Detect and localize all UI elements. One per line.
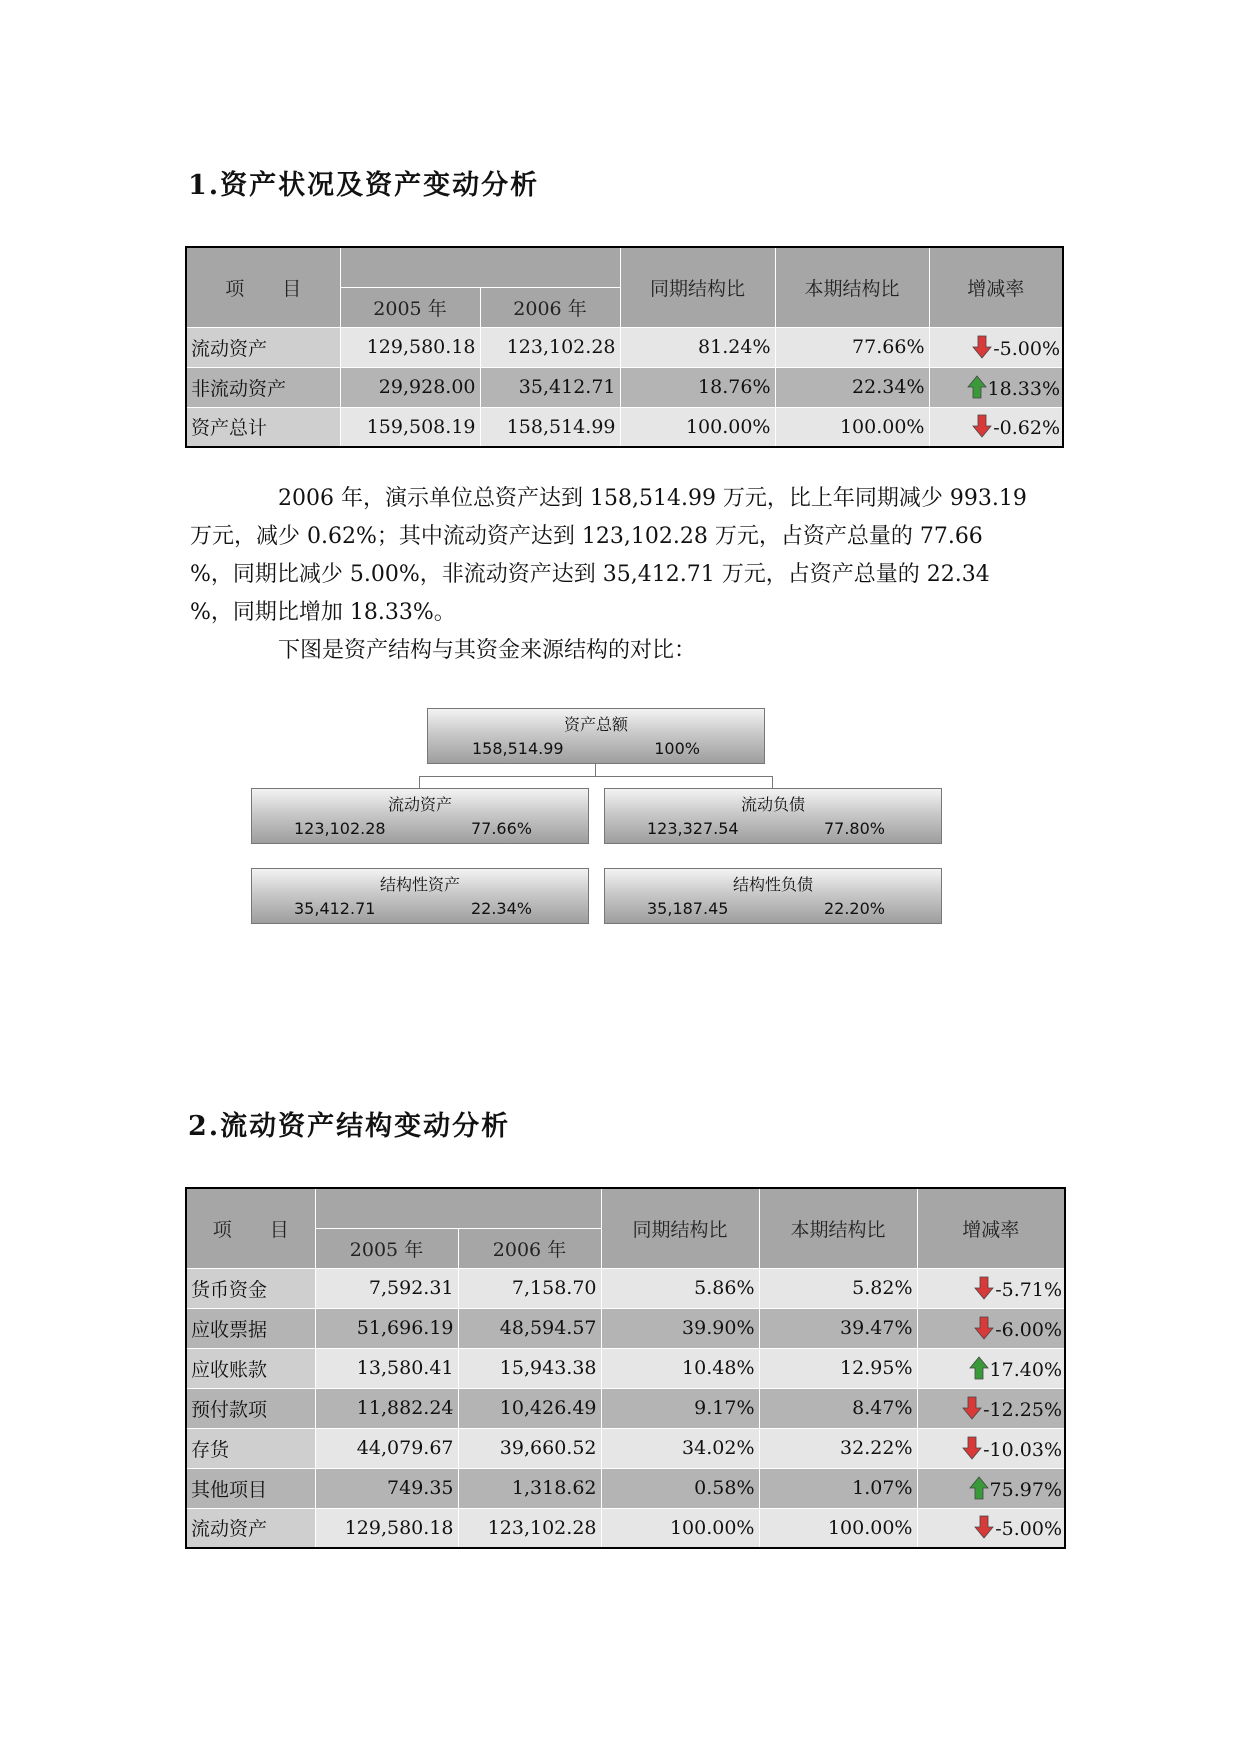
- arrow-down-icon: [962, 1436, 982, 1460]
- cell-rate: [929, 407, 1063, 447]
- cell-prev-ratio: 10.48%: [601, 1348, 759, 1388]
- rate-value: -5.00%: [995, 1518, 1062, 1541]
- rate-value: -5.00%: [993, 337, 1060, 360]
- cell-curr-ratio: 100.00%: [759, 1508, 917, 1548]
- header-2006: 2006 年: [480, 287, 620, 327]
- header-rate: 增减率: [917, 1188, 1065, 1268]
- arrow-up-icon: [967, 375, 987, 399]
- cell-rate: [929, 367, 1063, 407]
- row-label: 存货: [186, 1428, 315, 1468]
- header-item: 项 目: [186, 247, 340, 327]
- node-title: 结构性负债: [732, 875, 813, 894]
- cell-curr-ratio: 5.82%: [759, 1268, 917, 1308]
- rate-value: -10.03%: [983, 1438, 1062, 1461]
- row-label: 流动资产: [186, 327, 340, 367]
- cell-prev-ratio: 5.86%: [601, 1268, 759, 1308]
- cell-2006: 10,426.49: [458, 1388, 601, 1428]
- cell-2005: 159,508.19: [340, 407, 480, 447]
- cell-2006: 39,660.52: [458, 1428, 601, 1468]
- header-2006: 2006 年: [458, 1228, 601, 1268]
- cell-curr-ratio: 12.95%: [759, 1348, 917, 1388]
- node-percent: 100%: [654, 739, 700, 758]
- summary-line-1: 2006 年，演示单位总资产达到 158,514.99 万元，比上年同期减少 993.19: [278, 486, 1027, 511]
- cell-prev-ratio: 100.00%: [620, 407, 775, 447]
- cell-prev-ratio: 81.24%: [620, 327, 775, 367]
- node-structural-liabilities: [604, 868, 942, 924]
- rate-value: 75.97%: [989, 1478, 1062, 1501]
- cell-2006: 123,102.28: [458, 1508, 601, 1548]
- rate-value: 18.33%: [987, 377, 1060, 400]
- node-value: 123,102.28: [294, 819, 386, 838]
- cell-2006: 48,594.57: [458, 1308, 601, 1348]
- cell-2006: 15,943.38: [458, 1348, 601, 1388]
- asset-status-table: [185, 246, 1064, 448]
- cell-rate: [929, 327, 1063, 367]
- node-value: 35,187.45: [647, 899, 729, 918]
- node-title: 结构性资产: [379, 875, 460, 894]
- table-row: [186, 1428, 1065, 1468]
- cell-rate: [917, 1428, 1065, 1468]
- arrow-up-icon: [969, 1356, 989, 1380]
- arrow-down-icon: [962, 1396, 982, 1420]
- table-row: [186, 1508, 1065, 1548]
- row-label: 应收票据: [186, 1308, 315, 1348]
- cell-curr-ratio: 22.34%: [775, 367, 929, 407]
- summary-line-2: 万元，减少 0.62%；其中流动资产达到 123,102.28 万元，占资产总量的 77.66: [190, 524, 983, 549]
- header-item: 项 目: [186, 1188, 315, 1268]
- node-percent: 77.80%: [823, 819, 885, 838]
- cell-2005: 44,079.67: [315, 1428, 458, 1468]
- cell-curr-ratio: 1.07%: [759, 1468, 917, 1508]
- node-percent: 22.34%: [470, 899, 532, 918]
- cell-2005: 129,580.18: [315, 1508, 458, 1548]
- connector-horizontal: [419, 776, 772, 777]
- row-label: 货币资金: [186, 1268, 315, 1308]
- rate-value: -0.62%: [993, 417, 1060, 440]
- row-label: 非流动资产: [186, 367, 340, 407]
- row-label: 流动资产: [186, 1508, 315, 1548]
- node-percent: 22.20%: [823, 899, 885, 918]
- current-assets-table: [185, 1187, 1066, 1549]
- cell-2005: 13,580.41: [315, 1348, 458, 1388]
- node-structural-assets: [251, 868, 589, 924]
- header-years-group: [315, 1188, 601, 1228]
- arrow-down-icon: [972, 335, 992, 359]
- cell-prev-ratio: 18.76%: [620, 367, 775, 407]
- cell-2006: 35,412.71: [480, 367, 620, 407]
- table-row: [186, 1388, 1065, 1428]
- node-title: 资产总额: [563, 715, 628, 734]
- cell-2005: 7,592.31: [315, 1268, 458, 1308]
- node-value: 158,514.99: [472, 739, 564, 758]
- cell-2005: 749.35: [315, 1468, 458, 1508]
- rate-value: 17.40%: [989, 1358, 1062, 1381]
- header-prev-ratio: 同期结构比: [620, 247, 775, 327]
- arrow-down-icon: [974, 1515, 994, 1539]
- cell-curr-ratio: 32.22%: [759, 1428, 917, 1468]
- node-current-liabilities: [604, 788, 942, 844]
- table-row: [186, 1268, 1065, 1308]
- row-label: 预付款项: [186, 1388, 315, 1428]
- header-rate: 增减率: [929, 247, 1063, 327]
- header-years-group: [340, 247, 620, 287]
- row-label: 资产总计: [186, 407, 340, 447]
- cell-2006: 158,514.99: [480, 407, 620, 447]
- arrow-down-icon: [972, 414, 992, 438]
- cell-rate: [917, 1308, 1065, 1348]
- cell-rate: [917, 1268, 1065, 1308]
- cell-prev-ratio: 9.17%: [601, 1388, 759, 1428]
- connector-right: [772, 776, 773, 788]
- rate-value: -6.00%: [995, 1318, 1062, 1341]
- diagram-intro: 下图是资产结构与其资金来源结构的对比：: [278, 638, 697, 663]
- node-value: 35,412.71: [294, 899, 376, 918]
- cell-prev-ratio: 39.90%: [601, 1308, 759, 1348]
- cell-prev-ratio: 100.00%: [601, 1508, 759, 1548]
- cell-rate: [917, 1468, 1065, 1508]
- table-row: [186, 367, 1063, 407]
- arrow-up-icon: [969, 1476, 989, 1500]
- summary-line-4: %，同期比增加 18.33%。: [190, 600, 456, 625]
- cell-rate: [917, 1348, 1065, 1388]
- summary-paragraph: [190, 480, 1065, 670]
- node-title: 流动负债: [740, 795, 805, 814]
- summary-line-3: %，同期比减少 5.00%，非流动资产达到 35,412.71 万元，占资产总量的 22.34: [190, 562, 990, 587]
- arrow-down-icon: [974, 1276, 994, 1300]
- cell-2005: 29,928.00: [340, 367, 480, 407]
- header-2005: 2005 年: [315, 1228, 458, 1268]
- table-row: [186, 1468, 1065, 1508]
- cell-2006: 123,102.28: [480, 327, 620, 367]
- node-current-assets: [251, 788, 589, 844]
- arrow-down-icon: [974, 1316, 994, 1340]
- connector-vertical: [595, 764, 596, 776]
- cell-curr-ratio: 77.66%: [775, 327, 929, 367]
- table-row: [186, 1308, 1065, 1348]
- row-label: 应收账款: [186, 1348, 315, 1388]
- header-curr-ratio: 本期结构比: [775, 247, 929, 327]
- cell-curr-ratio: 8.47%: [759, 1388, 917, 1428]
- node-title: 流动资产: [387, 795, 452, 814]
- cell-2005: 11,882.24: [315, 1388, 458, 1428]
- section2-title: 2.流动资产结构变动分析: [188, 1111, 511, 1142]
- cell-prev-ratio: 34.02%: [601, 1428, 759, 1468]
- header-curr-ratio: 本期结构比: [759, 1188, 917, 1268]
- row-label: 其他项目: [186, 1468, 315, 1508]
- cell-2006: 7,158.70: [458, 1268, 601, 1308]
- node-value: 123,327.54: [647, 819, 739, 838]
- cell-prev-ratio: 0.58%: [601, 1468, 759, 1508]
- header-prev-ratio: 同期结构比: [601, 1188, 759, 1268]
- cell-2005: 129,580.18: [340, 327, 480, 367]
- rate-value: -5.71%: [995, 1278, 1062, 1301]
- rate-value: -12.25%: [983, 1398, 1062, 1421]
- cell-rate: [917, 1508, 1065, 1548]
- cell-curr-ratio: 100.00%: [775, 407, 929, 447]
- section1-title: 1.资产状况及资产变动分析: [188, 170, 540, 201]
- table-row: [186, 1348, 1065, 1388]
- cell-2005: 51,696.19: [315, 1308, 458, 1348]
- cell-2006: 1,318.62: [458, 1468, 601, 1508]
- cell-rate: [917, 1388, 1065, 1428]
- node-total-assets: [427, 708, 765, 764]
- connector-left: [419, 776, 420, 788]
- header-2005: 2005 年: [340, 287, 480, 327]
- table-row: [186, 327, 1063, 367]
- node-percent: 77.66%: [470, 819, 532, 838]
- cell-curr-ratio: 39.47%: [759, 1308, 917, 1348]
- table-row: [186, 407, 1063, 447]
